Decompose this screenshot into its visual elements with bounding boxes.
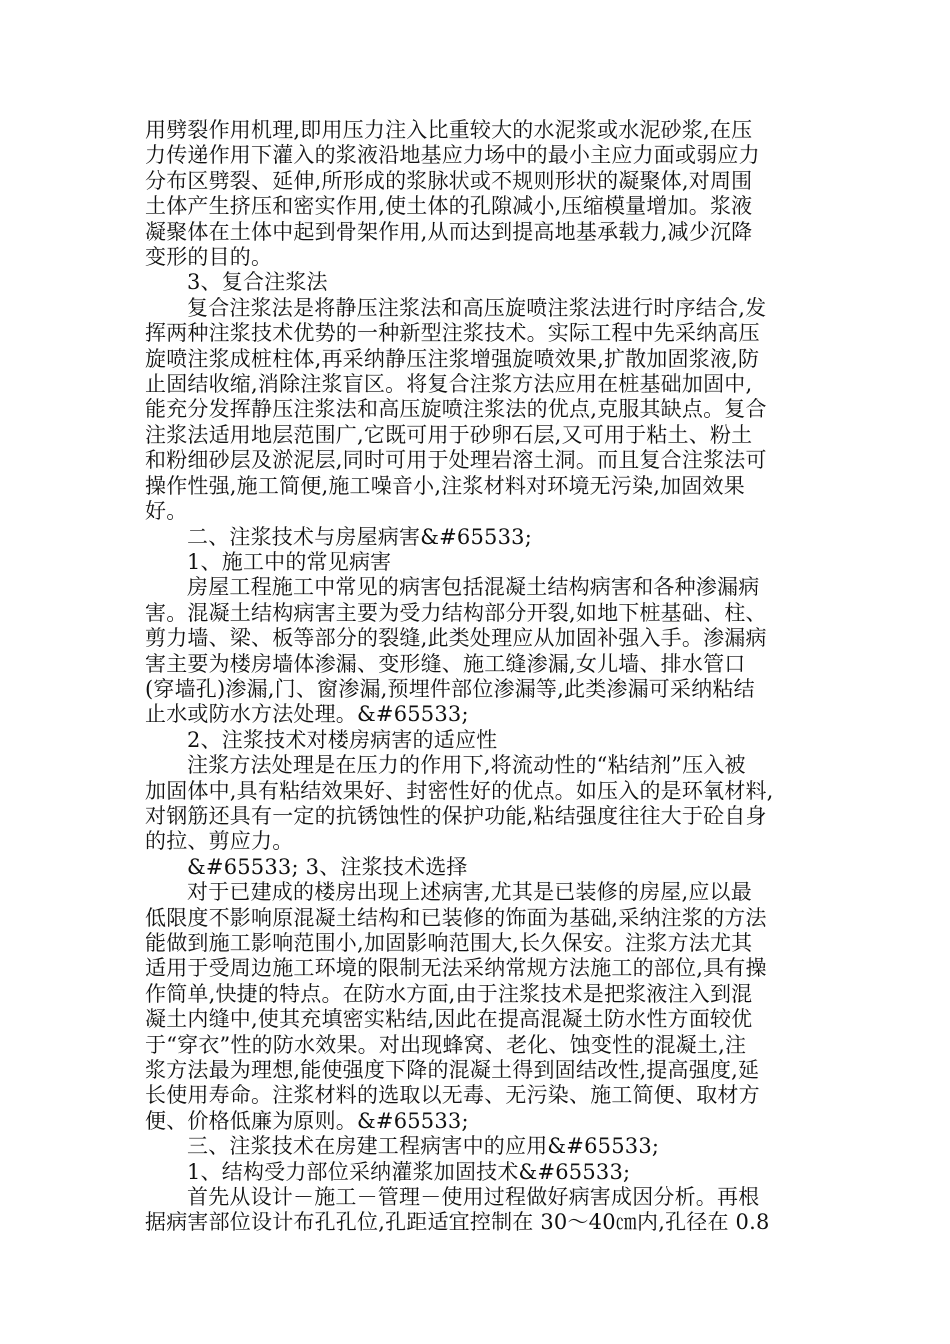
body-paragraph (145, 1185, 805, 1236)
text-line: 对钢筋还具有一定的抗锈蚀性的保护功能,粘结强度往往大于砼自身 (145, 803, 767, 828)
text-line: 1、施工中的常见病害 (187, 549, 392, 574)
text-line: 加固体中,具有粘结效果好、封密性好的优点。如压入的是环氧材料, (145, 778, 774, 803)
text-line: 三、注浆技术在房建工程病害中的应用&#65533; (187, 1134, 660, 1159)
section-heading (145, 1134, 805, 1159)
body-paragraph (145, 118, 805, 270)
text-line: 注浆法适用地层范围广,它既可用于砂卵石层,又可用于粘土、粉土 (145, 422, 753, 447)
text-line: 低限度不影响原混凝土结构和已装修的饰面为基础,采纳注浆的方法 (145, 905, 767, 930)
text-line: 对于已建成的楼房出现上述病害,尤其是已装修的房屋,应以最 (187, 880, 752, 905)
text-line: 旋喷注浆成桩柱体,再采纳静压注浆增强旋喷效果,扩散加固浆液,防 (145, 346, 760, 371)
text-line: 害主要为楼房墙体渗漏、变形缝、施工缝渗漏,女儿墙、排水管口 (145, 651, 746, 676)
text-line: 二、注浆技术与房屋病害&#65533; (187, 524, 532, 549)
text-line: 1、结构受力部位采纳灌浆加固技术&#65533; (187, 1159, 631, 1184)
text-line: 止水或防水方法处理。&#65533; (145, 702, 469, 727)
text-line: 房屋工程施工中常见的病害包括混凝土结构病害和各种渗漏病 (187, 575, 760, 600)
text-line: 长使用寿命。注浆材料的选取以无毒、无污染、施工简便、取材方 (145, 1083, 760, 1108)
text-line: 能做到施工影响范围小,加固影响范围大,长久保安。注浆方法尤其 (145, 931, 753, 955)
text-line: 能充分发挥静压注浆法和高压旋喷注浆法的优点,克服其缺点。复合 (145, 397, 767, 422)
text-line: 凝土内缝中,使其充填密实粘结,因此在提高混凝土防水性方面较优 (145, 1007, 753, 1032)
section-heading (145, 855, 805, 880)
text-line: 据病害部位设计布孔孔位,孔距适宜控制在 30～40㎝内,孔径在 0.8 (145, 1210, 770, 1235)
text-line: (穿墙孔)渗漏,门、窗渗漏,预埋件部位渗漏等,此类渗漏可采纳粘结 (145, 676, 755, 701)
text-line: 的拉、剪应力。 (145, 829, 294, 854)
body-paragraph (145, 296, 805, 525)
text-line: 挥两种注浆技术优势的一种新型注浆技术。实际工程中先采纳高压 (145, 321, 760, 346)
text-line: 和粉细砂层及淤泥层,同时可用于处理岩溶土洞。而且复合注浆法可 (145, 448, 767, 473)
text-line: 土体产生挤压和密实作用,使土体的孔隙减小,压缩模量增加。浆液 (145, 194, 753, 219)
text-line: 凝聚体在土体中起到骨架作用,从而达到提高地基承载力,减少沉降 (145, 219, 753, 244)
text-line: 3、复合注浆法 (187, 270, 328, 295)
text-line: 力传递作用下灌入的浆液沿地基应力场中的最小主应力面或弱应力 (145, 143, 760, 168)
text-line: 2、注浆技术对楼房病害的适应性 (187, 727, 498, 752)
body-paragraph (145, 753, 805, 855)
text-line: 注浆方法处理是在压力的作用下,将流动性的“粘结剂”压入被 (187, 753, 746, 778)
text-line: 剪力墙、梁、板等部分的裂缝,此类处理应从加固补强入手。渗漏病 (145, 626, 767, 651)
text-line: 用劈裂作用机理,即用压力注入比重较大的水泥浆或水泥砂浆,在压 (145, 118, 753, 142)
section-heading (145, 728, 805, 753)
text-line: 便、价格低廉为原则。&#65533; (145, 1108, 469, 1133)
text-line: 分布区劈裂、延伸,所形成的浆脉状或不规则形状的凝聚体,对周围 (145, 168, 753, 193)
text-line: 止固结收缩,消除注浆盲区。将复合注浆方法应用在桩基础加固中, (145, 372, 753, 397)
section-heading (145, 525, 805, 550)
text-line: 变形的目的。 (145, 245, 273, 270)
text-line: &#65533; 3、注浆技术选择 (187, 854, 468, 879)
body-paragraph (145, 880, 805, 1134)
body-paragraph (145, 575, 805, 727)
text-line: 适用于受周边施工环境的限制无法采纳常规方法施工的部位,具有操 (145, 956, 767, 981)
text-line: 于“穿衣”性的防水效果。对出现蜂窝、老化、蚀变性的混凝土,注 (145, 1032, 747, 1057)
text-line: 浆方法最为理想,能使强度下降的混凝土得到固结改性,提高强度,延 (145, 1058, 760, 1083)
document-body (145, 118, 805, 1236)
text-line: 复合注浆法是将静压注浆法和高压旋喷注浆法进行时序结合,发 (187, 295, 767, 320)
text-line: 好。 (145, 499, 188, 524)
text-line: 作简单,快捷的特点。在防水方面,由于注浆技术是把浆液注入到混 (145, 981, 753, 1006)
text-line: 害。混凝土结构病害主要为受力结构部分开裂,如地下桩基础、柱、 (145, 600, 767, 625)
text-line: 首先从设计－施工－管理－使用过程做好病害成因分析。再根 (187, 1185, 760, 1210)
section-heading (145, 1160, 805, 1185)
section-heading (145, 550, 805, 575)
section-heading (145, 270, 805, 295)
text-line: 操作性强,施工简便,施工噪音小,注浆材料对环境无污染,加固效果 (145, 473, 745, 498)
